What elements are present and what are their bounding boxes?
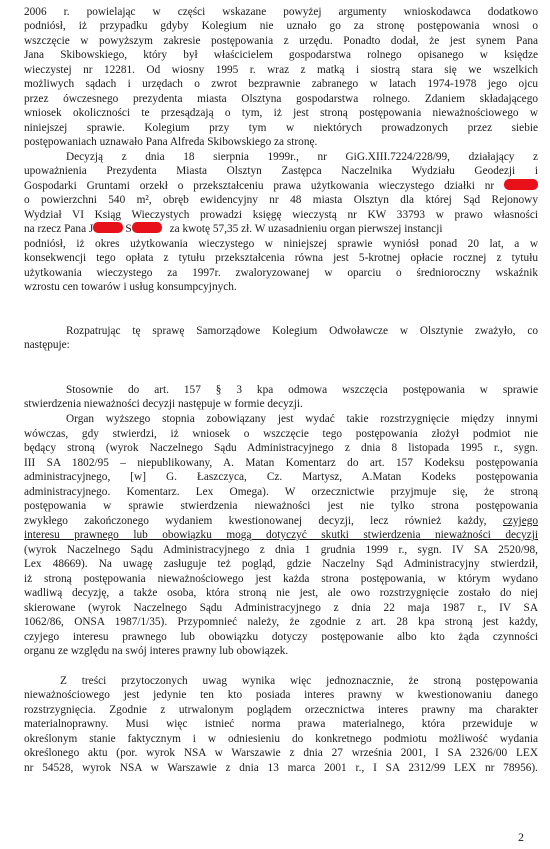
text-line: wadliwą decyzję, a także osoba, która stroną nie jest, ale owo rozstrzygnięcie zostało do niej: [24, 587, 538, 599]
text-line: wniosek okoliczności te przesądzają o tym, iż jest stroną postępowania nieważnościowego w: [24, 107, 538, 119]
text-line: nr 54528, wyrok NSA w Warszawie z dnia 13 marca 2001 r., I SA 2312/99 LEX nr 78956).: [24, 762, 538, 774]
text-line: następuje:: [24, 339, 70, 351]
text-line: Wydział VI Ksiąg Wieczystych prowadzi księgę wieczystą nr KW 33793 w prawo własności: [24, 209, 538, 221]
text-line: wieczystej nr 12281. Od wiosny 1995 r. wraz z matką i siostrą stara się we wszelkich: [24, 64, 538, 76]
redaction-mark: [132, 222, 162, 233]
text-line: postępowaniach uznawało Pana Alfreda Skibowskiego za stronę.: [24, 136, 318, 148]
text-line: Organ wyższego stopnia zobowiązany jest wydać takie rozstrzygnięcie między innymi: [66, 413, 538, 425]
text-line: określonego aktu (por. wyrok NSA w Warszawie z dnia 27 września 2001, I SA 2326/00 LEX: [24, 747, 538, 759]
text-line: iż stroną postępowania nieważnościowego jest każda strona postępowania, w którym wydano: [24, 573, 538, 585]
text-line: materialnoprawny. Musi więc istnieć norma prawa materialnego, która przewiduje w: [24, 718, 538, 730]
text-line: postępowania w sprawie stwierdzenia nieważności jest nie tylko strona postępowania: [24, 500, 538, 512]
text-line: podniósł, iż okres użytkowania wieczystego w niniejszej sprawie wyniósł ponad 20 lat, a w: [24, 238, 538, 250]
text-line: 1062/86, ONSA 1987/1/35). Przypomnieć należy, że zgodnie z art. 28 kpa stroną jest każdy,: [24, 616, 538, 628]
text-line: Lex 48669). Na uwagę zasługuje też pogląd, gdzie Naczelny Sąd Administracyjny stwierdził,: [24, 558, 538, 570]
text-line: Z treści przytoczonych uwag wynika więc jednoznacznie, że stroną postępowania: [60, 675, 538, 687]
redaction-mark: [93, 222, 123, 233]
text-line: Stosownie do art. 157 § 3 kpa odmowa wszczęcia postępowania w sprawie: [66, 384, 538, 396]
underlined-text: czyjego: [502, 515, 538, 527]
text-line: czyjego interesu prawnego lub obowiązku dotyczy postępowanie albo kto żąda czynności: [24, 631, 538, 643]
text-line: administracyjnego, [w] G. Łaszczyca, Cz. Martysz, A.Matan Kodeks postępowania: [24, 471, 538, 483]
text-line: o powierzchni 540 m², obręb ewidencyjny nr 48 miasta Olsztyn dla której Sąd Rejonowy: [24, 194, 538, 206]
text-segment: S: [125, 223, 132, 235]
text-line: organu ze względu na swój interes prawny lub obowiązek.: [24, 645, 289, 657]
text-line: stwierdzenia nieważności decyzji następuje w formie decyzji.: [24, 398, 303, 410]
text-line: niniejszej sprawie. Kolegium przy tym w niektórych prowadzonych przez siebie: [24, 122, 538, 134]
text-line: podniósł, iż przypadku gdyby Kolegium nie uznało go za stronę postępowania wnosi o: [24, 20, 538, 32]
text-line: administracyjnego. Komentarz. Lex Omega). W orzecznictwie przyjmuje się, że stroną: [24, 486, 538, 498]
text-line: będący stroną (wyrok Naczelnego Sądu Administracyjnego z dnia 8 listopada 1995 r., sygn.: [24, 442, 538, 454]
text-line: wszczęcie w powyższym zakresie postępowania z urzędu. Ponadto dodał, że jest synem Pana: [24, 35, 538, 47]
text-segment: zwykłego zakończonego wydaniem kwestionowanej decyzji, lecz również każdy,: [24, 515, 487, 527]
text-line: rozstrzygnięcia. Zgodnie z utrwalonym poglądem orzecznictwa interes prawny ma charakter: [24, 704, 538, 716]
text-line: możliwych sądach i urzędach o zwrot bezprawnie zabranego w latach 1974-1978 jego ojcu: [24, 78, 538, 90]
text-line: Jana Skibowskiego, który był właścicielem gospodarstwa rolnego opisanego w księdze: [24, 49, 538, 61]
text-line: nieważnościowego jest jedynie ten kto posiada interes prawny w kwestionowaniu danego: [24, 689, 538, 701]
text-line: III SA 1802/95 – niepublikowany, A. Matan Komentarz do art. 157 Kodeksu postępowania: [24, 457, 538, 469]
text-line: konsekwencji tego opłata z tytułu przekształcenia równa jest 5-krotnej opłacie rocznej z tytułu: [24, 252, 538, 264]
underlined-text-line: interesu prawnego lub obowiązku mogą dotyczyć skutki stwierdzenia nieważności decyzji: [24, 529, 538, 541]
text-line-underlined-end: [24, 514, 538, 528]
text-line: skierowane (wyrok Naczelnego Sądu Administracyjnego z dnia 22 maja 1987 r., IV SA: [24, 602, 538, 614]
redaction-mark: [504, 179, 538, 190]
text-line: użytkowania wieczystego za 1997r. zwaloryzowanej w oparciu o średnioroczny wskaźnik: [24, 267, 538, 279]
text-line-with-redaction: [24, 179, 538, 193]
text-line: upoważnienia Prezydenta Miasta Olsztyn Zastępca Naczelnika Wydziału Geodezji i: [24, 165, 538, 177]
text-line: wówczas, gdy stwierdzi, iż wniosek o wszczęcie tego postępowania złożył podmiot nie: [24, 428, 538, 440]
text-segment: Gospodarki Gruntami orzekł o przekształceniu prawa użytkowania wieczystego działki nr: [24, 180, 495, 192]
page-number: 2: [518, 830, 524, 844]
text-line: 2006 r. powielając w części wskazane powyżej argumenty wnioskodawca dodatkowo: [24, 6, 538, 18]
text-line-with-redaction: [24, 222, 538, 236]
text-line: wzrostu cen towarów i usług konsumpcyjnych.: [24, 281, 237, 293]
text-line: (wyrok Naczelnego Sądu Administracyjnego z dnia 1 grudnia 1999 r., sygn. IV SA 2520/98,: [24, 544, 538, 556]
text-line: określonym stanie faktycznym i w odniesieniu do konkretnego podmiotu możliwość wydania: [24, 733, 538, 745]
text-line: Decyzją z dnia 18 sierpnia 1999r., nr GiG.XIII.7224/228/99, działający z: [66, 151, 538, 163]
text-segment: na rzecz Pana J: [24, 223, 94, 235]
text-line: Rozpatrując tę sprawę Samorządowe Kolegium Odwoławcze w Olsztynie zważyło, co: [66, 325, 538, 337]
text-line: przez ówczesnego prezydenta miasta Olsztyna gospodarstwa rolnego. Zdaniem składającego: [24, 93, 538, 105]
text-segment: za kwotę 57,35 zł. W uzasadnieniu organ pierwszej instancji: [169, 223, 443, 235]
